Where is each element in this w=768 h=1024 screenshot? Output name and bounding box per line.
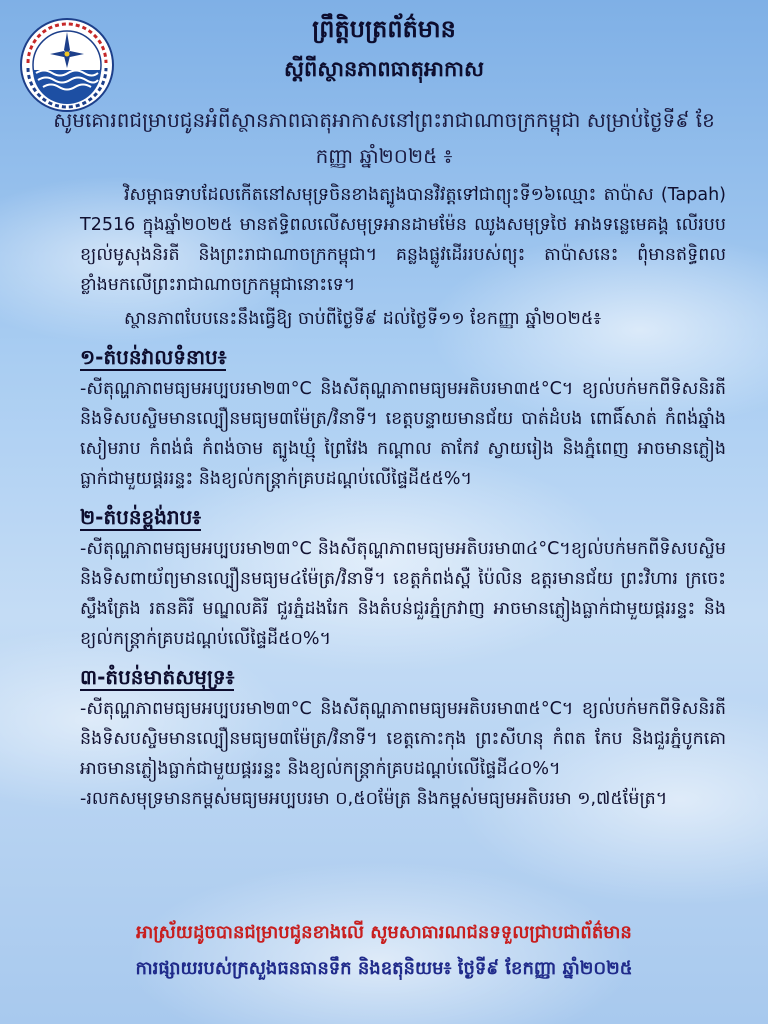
section-heading <box>80 502 726 532</box>
bulletin-footer <box>60 918 708 984</box>
section-heading <box>80 662 726 692</box>
wave-height-note: -រលកសមុទ្រមានកម្ពស់មធ្យមអប្បបរមា ០,៥០ម៉ែត្រ និងកម្ពស់មធ្យមអតិបរមា ១,៧៥ម៉ែត្រ។ <box>80 789 668 809</box>
bulletin-body <box>80 180 726 814</box>
section-heading <box>80 342 726 372</box>
section-body: -សីតុណ្ហភាពមធ្យមអប្បបរមា២៣°C និងសីតុណ្ហភាពមធ្យមអតិបរមា៣៥°C។ ខ្យល់បក់មកពីទិសនិរតី និងទិសបស្ចិមមានល្បឿនមធ្យម៣ម៉ែត្រ/វិនាទី។ ខេត្តបន្ទាយមានជ័យ បាត់ដំបង ពោធិ៍សាត់ កំពង់ឆ្នាំង សៀមរាប កំពង់ធំ កំពង់ចាម ត្បូងឃ្មុំ ព្រៃវែង កណ្ដាល តាកែវ ស្វាយរៀង និងភ្នំពេញ អាចមានភ្លៀងធ្លាក់ជាមួយផ្គររន្ទះ និងខ្យល់កន្ត្រាក់គ្របដណ្ដប់លើផ្ទៃដី៥៥%។ <box>80 379 726 489</box>
section-coastal <box>80 662 726 814</box>
forecast-period-paragraph: ស្ថានភាពបែបនេះនឹងធ្វើឱ្យ ចាប់ពីថ្ងៃទី៩ ដល់ថ្ងៃទី១១ ខែកញ្ញា ឆ្នាំ២០២៥៖ <box>124 309 602 329</box>
section-heading-text: ២-តំបន់ខ្ពង់រាប៖ <box>80 505 202 529</box>
public-notice: អាស្រ័យដូចបានជម្រាបជូនខាងលើ សូមសាធារណជនទទួលជ្រាបជាព័ត៌មាន <box>136 922 632 943</box>
section-heading-text: ១-តំបន់វាលទំនាប៖ <box>80 345 227 369</box>
section-plateau <box>80 502 726 654</box>
storm-paragraph: វិសម្ពាធទាបដែលកើតនៅសមុទ្រចិនខាងត្បូងបានវិវត្តទៅជាព្យុះទី១៦ឈ្មោះ តាប៉ាស (Tapah) T2516 ក្នុងឆ្នាំ២០២៥ មានឥទ្ធិពលលើសមុទ្រអានដាមម៉ែន ឈូងសមុទ្រថៃ អាងទន្លេមេគង្គ លើរបបខ្យល់មូសុងនិរតី និងព្រះរាជាណាចក្រកម្ពុជា។ គន្លងផ្លូវដើររបស់ព្យុះ តាប៉ាសនេះ ពុំមានឥទ្ធិពលខ្លាំងមកលើព្រះរាជាណាចក្រកម្ពុជានោះទេ។ <box>80 185 726 295</box>
intro-text: សូមគោរពជម្រាបជូនអំពីស្ថានភាពធាតុអាកាសនៅព្រះរាជាណាចក្រកម្ពុជា សម្រាប់ថ្ងៃទី៩ ខែកញ្ញា ឆ្នាំ២០២៥ ៖ <box>53 108 715 168</box>
section-heading-text: ៣-តំបន់មាត់សមុទ្រ៖ <box>80 665 235 689</box>
section-body: -សីតុណ្ហភាពមធ្យមអប្បបរមា២៣°C និងសីតុណ្ហភាពមធ្យមអតិបរមា៣៤°C។ខ្យល់បក់មកពីទិសបស្ចិម និងទិសពាយ័ព្យមានល្បឿនមធ្យម៤ម៉ែត្រ/វិនាទី។ ខេត្តកំពង់ស្ពឺ ប៉ៃលិន ឧត្តរមានជ័យ ព្រះវិហារ ក្រចេះ ស្ទឹងត្រែង រតនគិរី មណ្ឌលគិរី ជួរភ្នំដងរែក និងតំបន់ជួរភ្នំក្រវាញ អាចមានភ្លៀងធ្លាក់ជាមួយផ្គររន្ទះ និងខ្យល់កន្ត្រាក់គ្របដណ្ដប់លើផ្ទៃដី៥០%។ <box>80 539 726 649</box>
section-body: -សីតុណ្ហភាពមធ្យមអប្បបរមា២៣°C និងសីតុណ្ហភាពមធ្យមអតិបរមា៣៥°C។ ខ្យល់បក់មកពីទិសនិរតី និងទិសបស្ចិមមានល្បឿនមធ្យម៣ម៉ែត្រ/វិនាទី។ ខេត្តកោះកុង ព្រះសីហនុ កំពត កែប និងជួរភ្នំបូកគោ អាចមានភ្លៀងធ្លាក់ជាមួយផ្គររន្ទះ និងខ្យល់កន្ត្រាក់គ្របដណ្ដប់លើផ្ទៃដី៤០%។ <box>80 699 726 779</box>
publication-date: ការផ្សាយរបស់ក្រសួងធនធានទឹក និងឧតុនិយម៖ ថ្ងៃទី៩ ខែកញ្ញា ឆ្នាំ២០២៥ <box>135 958 633 979</box>
bulletin-title: ព្រឹត្តិបត្រព័ត៌មាន <box>312 15 456 43</box>
bulletin-subtitle: ស្ដីពីស្ថានភាពធាតុអាកាស <box>284 57 484 81</box>
section-lowland <box>80 342 726 494</box>
